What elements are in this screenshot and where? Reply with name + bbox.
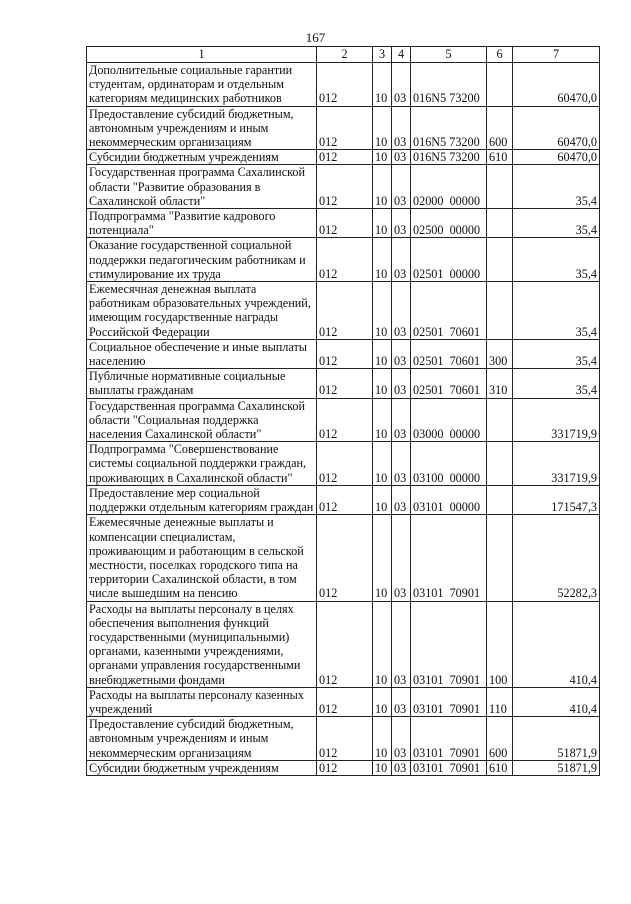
section-code: 10 [373,165,392,209]
amount: 171547,3 [513,485,600,514]
budget-table [86,46,600,776]
subsection-code: 03 [392,339,411,368]
row-name: Субсидии бюджетным учреждениям [87,150,317,165]
expense-type-code [487,238,513,282]
ministry-code: 012 [317,515,373,601]
table-row [87,63,600,107]
section-code: 10 [373,398,392,442]
target-article-code: 03101 70901 [411,687,487,716]
row-name: Предоставление мер социальной поддержки отдельным категориям граждан [87,485,317,514]
section-code: 10 [373,150,392,165]
ministry-code: 012 [317,282,373,340]
header-col-2: 2 [317,47,373,63]
amount: 35,4 [513,238,600,282]
expense-type-code: 610 [487,760,513,775]
subsection-code: 03 [392,209,411,238]
expense-type-code: 110 [487,687,513,716]
section-code: 10 [373,687,392,716]
target-article-code: 03000 00000 [411,398,487,442]
subsection-code: 03 [392,515,411,601]
subsection-code: 03 [392,760,411,775]
ministry-code: 012 [317,209,373,238]
target-article-code: 03101 70901 [411,760,487,775]
row-name: Расходы на выплаты персоналу казенных учреждений [87,687,317,716]
expense-type-code [487,209,513,238]
ministry-code: 012 [317,165,373,209]
target-article-code: 03101 00000 [411,485,487,514]
amount: 60470,0 [513,150,600,165]
section-code: 10 [373,209,392,238]
header-col-5: 5 [411,47,487,63]
section-code: 10 [373,485,392,514]
row-name: Предоставление субсидий бюджетным, автономным учреждениям и иным некоммерческим организациям [87,717,317,761]
target-article-code: 016N5 73200 [411,106,487,150]
amount: 410,4 [513,601,600,687]
section-code: 10 [373,106,392,150]
ministry-code: 012 [317,485,373,514]
amount: 60470,0 [513,106,600,150]
table-row [87,485,600,514]
subsection-code: 03 [392,238,411,282]
table-row [87,601,600,687]
amount: 410,4 [513,687,600,716]
ministry-code: 012 [317,687,373,716]
section-code: 10 [373,282,392,340]
section-code: 10 [373,238,392,282]
row-name: Ежемесячная денежная выплата работникам образовательных учреждений, имеющим государственные награды Российской Федерации [87,282,317,340]
table-row [87,717,600,761]
subsection-code: 03 [392,369,411,398]
subsection-code: 03 [392,717,411,761]
row-name: Подпрограмма "Развитие кадрового потенциала" [87,209,317,238]
row-name: Социальное обеспечение и иные выплаты населению [87,339,317,368]
table-row [87,339,600,368]
page-number: 167 [305,30,326,45]
header-col-7: 7 [513,47,600,63]
target-article-code: 02501 70601 [411,369,487,398]
section-code: 10 [373,442,392,486]
expense-type-code [487,165,513,209]
table-row [87,398,600,442]
section-code: 10 [373,515,392,601]
subsection-code: 03 [392,63,411,107]
target-article-code: 03100 00000 [411,442,487,486]
table-row [87,442,600,486]
amount: 51871,9 [513,760,600,775]
expense-type-code [487,515,513,601]
expense-type-code: 600 [487,717,513,761]
amount: 331719,9 [513,398,600,442]
table-row [87,150,600,165]
row-name: Подпрограмма "Совершенствование системы социальной поддержки граждан, проживающих в Сахалинской области" [87,442,317,486]
subsection-code: 03 [392,601,411,687]
target-article-code: 03101 70901 [411,717,487,761]
section-code: 10 [373,601,392,687]
row-name: Ежемесячные денежные выплаты и компенсации специалистам, проживающим и работающим в сельской местности, поселках городского типа на территории Сахалинской области, в том числе вышедшим на пенсию [87,515,317,601]
target-article-code: 03101 70901 [411,515,487,601]
ministry-code: 012 [317,150,373,165]
ministry-code: 012 [317,63,373,107]
subsection-code: 03 [392,398,411,442]
expense-type-code [487,442,513,486]
row-name: Предоставление субсидий бюджетным, автономным учреждениям и иным некоммерческим организациям [87,106,317,150]
subsection-code: 03 [392,282,411,340]
expense-type-code: 310 [487,369,513,398]
amount: 60470,0 [513,63,600,107]
row-name: Публичные нормативные социальные выплаты гражданам [87,369,317,398]
expense-type-code [487,63,513,107]
row-name: Государственная программа Сахалинской области "Социальная поддержка населения Сахалинской области" [87,398,317,442]
section-code: 10 [373,760,392,775]
header-row [87,47,600,63]
subsection-code: 03 [392,165,411,209]
expense-type-code: 300 [487,339,513,368]
table-row [87,687,600,716]
target-article-code: 016N5 73200 [411,150,487,165]
target-article-code: 02501 70601 [411,282,487,340]
ministry-code: 012 [317,238,373,282]
amount: 331719,9 [513,442,600,486]
header-col-6: 6 [487,47,513,63]
row-name: Расходы на выплаты персоналу в целях обеспечения выполнения функций государственными (муниципальными) органами, казенными учреждениями, органами управления государственными внебюджетными фондами [87,601,317,687]
ministry-code: 012 [317,398,373,442]
target-article-code: 03101 70901 [411,601,487,687]
section-code: 10 [373,717,392,761]
target-article-code: 02500 00000 [411,209,487,238]
ministry-code: 012 [317,442,373,486]
subsection-code: 03 [392,485,411,514]
table-row [87,369,600,398]
target-article-code: 02501 70601 [411,339,487,368]
table-row [87,165,600,209]
table-row [87,209,600,238]
table-row [87,282,600,340]
expense-type-code: 100 [487,601,513,687]
amount: 51871,9 [513,717,600,761]
ministry-code: 012 [317,717,373,761]
expense-type-code [487,282,513,340]
row-name: Субсидии бюджетным учреждениям [87,760,317,775]
target-article-code: 016N5 73200 [411,63,487,107]
subsection-code: 03 [392,150,411,165]
amount: 52282,3 [513,515,600,601]
section-code: 10 [373,63,392,107]
section-code: 10 [373,369,392,398]
ministry-code: 012 [317,760,373,775]
ministry-code: 012 [317,369,373,398]
amount: 35,4 [513,209,600,238]
subsection-code: 03 [392,442,411,486]
row-name: Дополнительные социальные гарантии студентам, ординаторам и отдельным категориям медицинских работников [87,63,317,107]
amount: 35,4 [513,339,600,368]
target-article-code: 02000 00000 [411,165,487,209]
row-name: Государственная программа Сахалинской области "Развитие образования в Сахалинской области" [87,165,317,209]
ministry-code: 012 [317,601,373,687]
table-row [87,515,600,601]
ministry-code: 012 [317,106,373,150]
amount: 35,4 [513,165,600,209]
subsection-code: 03 [392,687,411,716]
expense-type-code: 610 [487,150,513,165]
header-col-3: 3 [373,47,392,63]
section-code: 10 [373,339,392,368]
table-row [87,106,600,150]
expense-type-code: 600 [487,106,513,150]
ministry-code: 012 [317,339,373,368]
expense-type-code [487,398,513,442]
expense-type-code [487,485,513,514]
table-row [87,760,600,775]
table-row [87,238,600,282]
row-name: Оказание государственной социальной поддержки педагогическим работникам и стимулирование их труда [87,238,317,282]
subsection-code: 03 [392,106,411,150]
target-article-code: 02501 00000 [411,238,487,282]
header-col-1: 1 [87,47,317,63]
header-col-4: 4 [392,47,411,63]
amount: 35,4 [513,282,600,340]
amount: 35,4 [513,369,600,398]
